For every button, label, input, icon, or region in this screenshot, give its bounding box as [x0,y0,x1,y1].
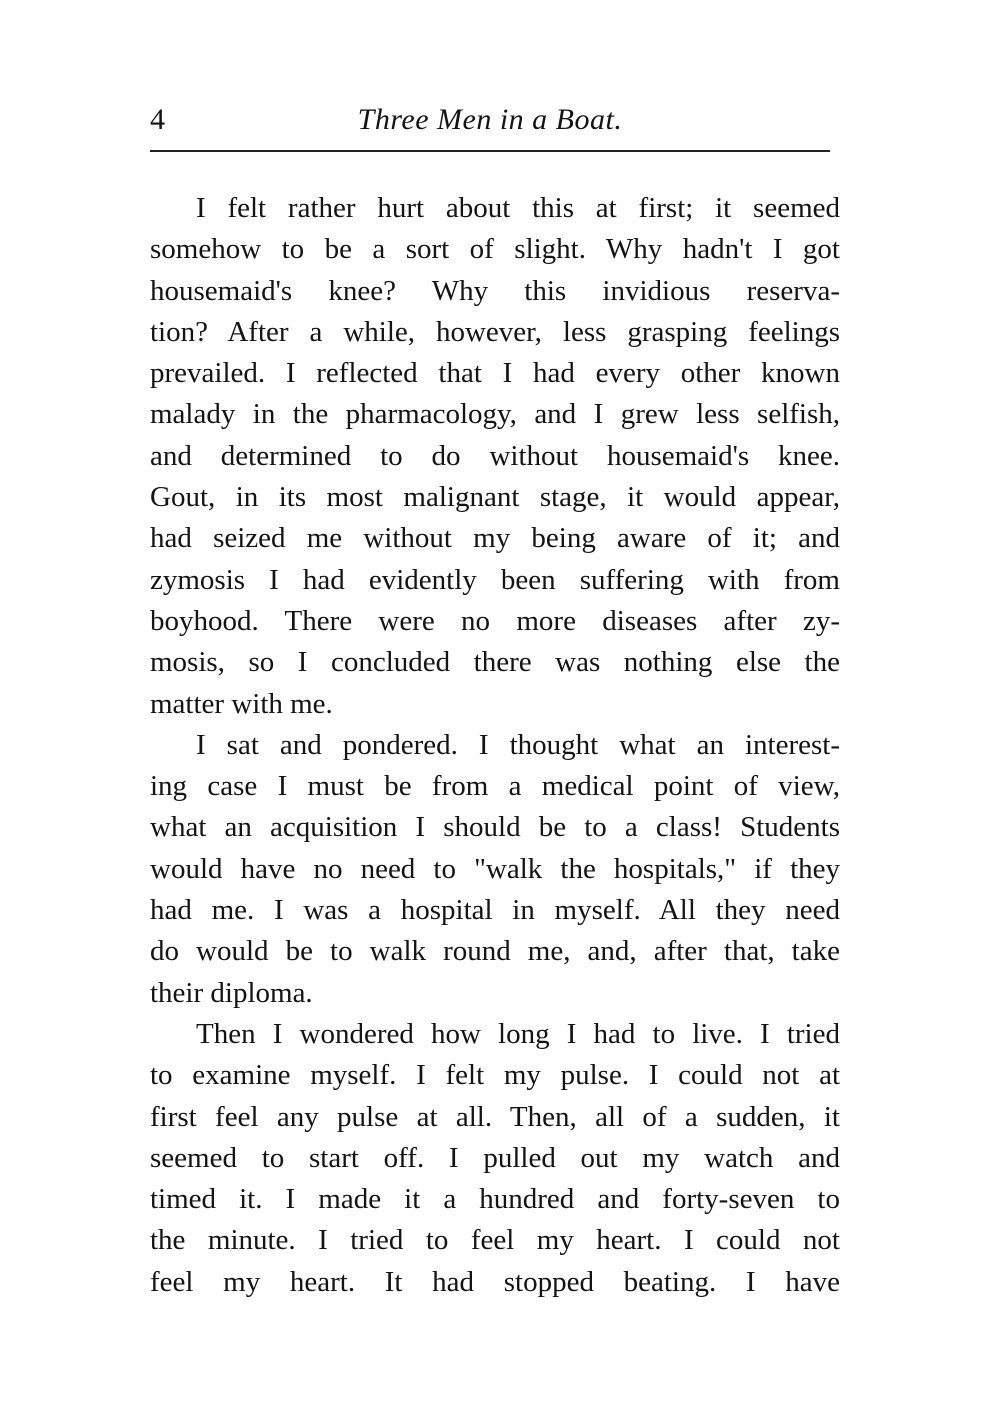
text-line: Gout, in its most malignant stage, it would appear, [150,481,840,514]
text-line: somehow to be a sort of slight. Why hadn't I got [150,233,840,266]
text-line: mosis, so I concluded there was nothing else the [150,646,840,679]
text-line: to examine myself. I felt my pulse. I could not at [150,1059,840,1092]
text-line: what an acquisition I should be to a class! Students [150,811,840,844]
text-line: their diploma. [150,976,313,1009]
text-line: malady in the pharmacology, and I grew less selfish, [150,398,840,431]
text-line: would have no need to "walk the hospitals," if they [150,852,840,885]
text-line: boyhood. There were no more diseases after zy- [150,604,840,637]
text-line: I sat and pondered. I thought what an interest- [196,728,840,761]
paragraph-3 [150,1014,840,1303]
text-line: feel my heart. It had stopped beating. I have [150,1265,840,1298]
running-head [150,100,830,140]
running-title: Three Men in a Boat. [357,103,623,136]
page-number: 4 [150,103,165,136]
paragraph-1 [150,188,840,725]
paragraph-2 [150,725,840,1014]
text-line: prevailed. I reflected that I had every other known [150,357,840,390]
header-rule [150,150,830,152]
text-line: seemed to start off. I pulled out my watch and [150,1141,840,1174]
text-line: the minute. I tried to feel my heart. I could not [150,1224,840,1257]
text-line: had seized me without my being aware of it; and [150,522,840,555]
text-line: and determined to do without housemaid's knee. [150,439,840,472]
text-line: had me. I was a hospital in myself. All they need [150,894,840,927]
text-line: zymosis I had evidently been suffering with from [150,563,840,596]
body-text [150,188,840,1303]
text-line: do would be to walk round me, and, after that, take [150,935,840,968]
text-line: I felt rather hurt about this at first; it seemed [196,192,840,224]
text-line: ing case I must be from a medical point of view, [150,770,840,803]
text-line: first feel any pulse at all. Then, all of a sudden, it [150,1100,840,1133]
text-line: timed it. I made it a hundred and forty-seven to [150,1183,840,1216]
text-line: housemaid's knee? Why this invidious reserva- [150,274,840,307]
text-line: tion? After a while, however, less grasping feelings [150,315,840,348]
text-line: matter with me. [150,687,333,720]
text-line: Then I wondered how long I had to live. I tried [196,1017,840,1050]
